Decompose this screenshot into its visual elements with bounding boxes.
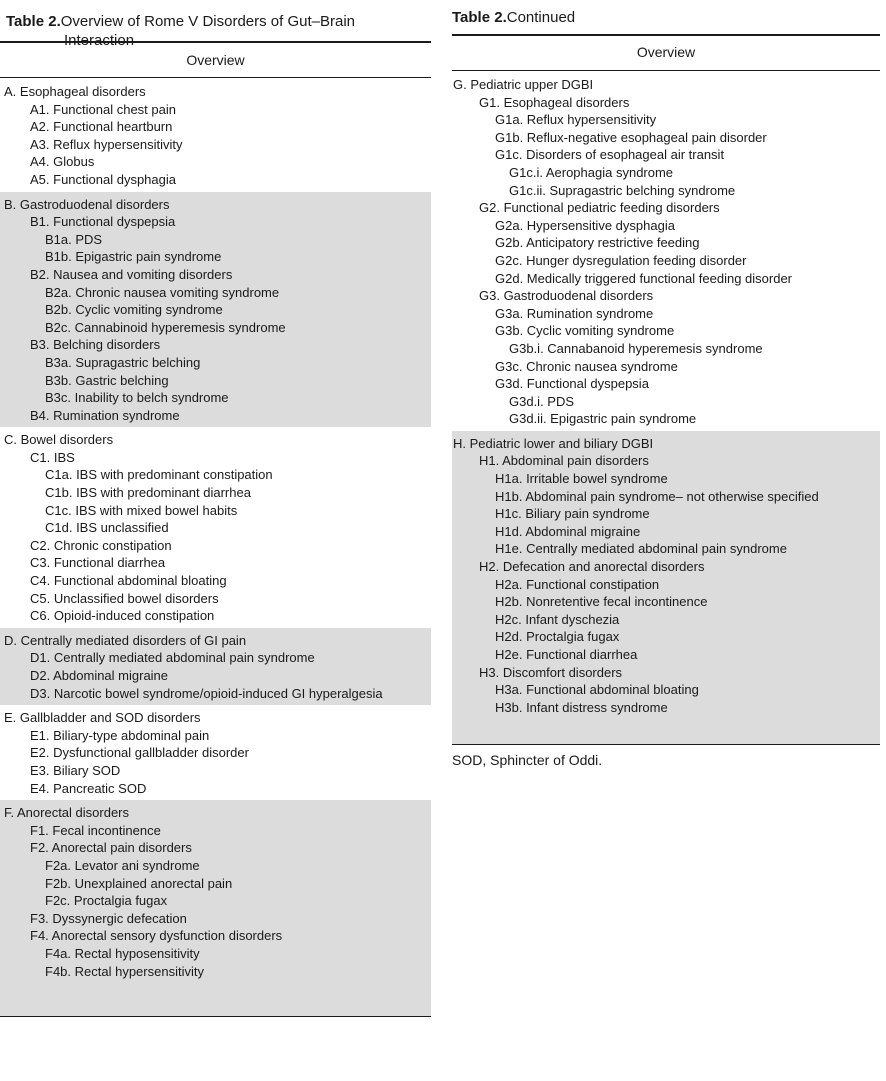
table-body [452,71,880,744]
disorder-item: H1e. Centrally mediated abdominal pain syndrome [495,541,787,557]
disorder-item: H3b. Infant distress syndrome [495,699,668,715]
disorder-item: F4b. Rectal hypersensitivity [45,963,204,979]
table-left-column [0,0,431,1017]
disorder-section [0,78,431,192]
disorder-section [0,427,431,628]
bottom-rule [0,1016,431,1017]
disorder-item: B2b. Cyclic vomiting syndrome [45,302,223,318]
column-header: Overview [186,52,245,68]
disorder-item: C1c. IBS with mixed bowel habits [45,502,238,518]
disorder-item: C4. Functional abdominal bloating [30,573,227,589]
disorder-item: B4. Rumination syndrome [30,407,180,423]
disorder-item: G3a. Rumination syndrome [495,305,654,321]
disorder-item: C3. Functional diarrhea [30,555,166,571]
disorder-item: G1c.ii. Supragastric belching syndrome [509,182,736,198]
disorder-item: F2. Anorectal pain disorders [30,840,192,856]
disorder-section [0,192,431,428]
disorder-item: B3. Belching disorders [30,337,161,353]
table-title-text: Continued [506,9,576,26]
disorder-item: A3. Reflux hypersensitivity [30,136,183,152]
disorder-item: F2c. Proctalgia fugax [45,893,168,909]
disorder-item: B2a. Chronic nausea vomiting syndrome [45,284,280,300]
category-heading: E. Gallbladder and SOD disorders [4,710,201,726]
disorder-item: H1b. Abdominal pain syndrome– not otherwise specified [495,488,819,504]
disorder-item: F4. Anorectal sensory dysfunction disorders [30,928,283,944]
disorder-item: H1a. Irritable bowel syndrome [495,471,668,487]
disorder-item: C6. Opioid-induced constipation [30,608,215,624]
disorder-section [452,71,880,431]
category-heading: A. Esophageal disorders [4,84,146,99]
disorder-item: H3a. Functional abdominal bloating [495,682,699,698]
category-heading: B. Gastroduodenal disorders [4,196,170,212]
table-title-continued [452,0,880,34]
disorder-item: H2e. Functional diarrhea [495,647,638,662]
category-heading: G. Pediatric upper DGBI [453,77,594,92]
disorder-item: A4. Globus [30,154,95,170]
disorder-item: D3. Narcotic bowel syndrome/opioid-induced GI hyperalgesia [30,685,383,701]
disorder-item: G1c. Disorders of esophageal air transit [495,147,725,163]
disorder-item: C2. Chronic constipation [30,537,172,553]
disorder-item: A2. Functional heartburn [30,119,173,135]
disorder-item: G3. Gastroduodenal disorders [479,288,654,304]
disorder-item: E4. Pancreatic SOD [30,780,147,796]
disorder-item: G3d.i. PDS [509,393,575,409]
disorder-item: B1b. Epigastric pain syndrome [45,249,222,265]
disorder-section [452,431,880,745]
category-heading: D. Centrally mediated disorders of GI pain [4,632,247,648]
disorder-item: G3b.i. Cannabanoid hyperemesis syndrome [509,340,763,356]
disorder-item: F2a. Levator ani syndrome [45,857,200,873]
disorder-item: H1d. Abdominal migraine [495,523,641,539]
disorder-item: B1a. PDS [45,231,103,247]
disorder-item: H3. Discomfort disorders [479,664,623,680]
disorder-item: E2. Dysfunctional gallbladder disorder [30,745,249,761]
disorder-item: C1b. IBS with predominant diarrhea [45,485,251,501]
disorder-item: G2a. Hypersensitive dysphagia [495,217,675,233]
disorder-item: C1a. IBS with predominant constipation [45,467,273,483]
disorder-item: G3d. Functional dyspepsia [495,376,649,392]
disorder-item: A5. Functional dysphagia [30,171,176,187]
disorder-item: B2c. Cannabinoid hyperemesis syndrome [45,319,286,335]
disorder-item: F2b. Unexplained anorectal pain [45,875,233,891]
disorder-item: G1b. Reflux-negative esophageal pain disorder [495,129,767,145]
disorder-item: D1. Centrally mediated abdominal pain syndrome [30,650,315,666]
category-heading: H. Pediatric lower and biliary DGBI [453,435,654,451]
disorder-item: H2d. Proctalgia fugax [495,629,620,645]
disorder-item: G2b. Anticipatory restrictive feeding [495,235,700,251]
disorder-item: B3a. Supragastric belching [45,354,201,370]
disorder-item: H1c. Biliary pain syndrome [495,506,650,522]
disorder-item: G1a. Reflux hypersensitivity [495,112,657,128]
table-body [0,78,431,1016]
disorder-item: C5. Unclassified bowel disorders [30,590,219,606]
disorder-item: F4a. Rectal hyposensitivity [45,945,200,961]
disorder-section [0,628,431,705]
disorder-item: H1. Abdominal pain disorders [479,453,649,469]
disorder-item: C1d. IBS unclassified [45,520,169,536]
category-heading: F. Anorectal disorders [4,805,130,821]
disorder-item: F3. Dyssynergic defecation [30,910,187,926]
disorder-item: G3b. Cyclic vomiting syndrome [495,323,675,339]
table-title-text: Overview of Rome V Disorders of Gut–Brain [60,13,356,30]
disorder-item: G3c. Chronic nausea syndrome [495,358,678,374]
disorder-item: G2. Functional pediatric feeding disorders [479,200,720,216]
disorder-item: A1. Functional chest pain [30,101,176,117]
disorder-section [0,705,431,800]
disorder-item: B2. Nausea and vomiting disorders [30,266,233,282]
disorder-item: H2c. Infant dyschezia [495,611,620,627]
disorder-item: B3b. Gastric belching [45,372,169,388]
disorder-item: G1c.i. Aerophagia syndrome [509,164,674,180]
disorder-item: E1. Biliary-type abdominal pain [30,727,210,743]
table-label: Table 2. [6,13,61,30]
disorder-item: F1. Fecal incontinence [30,822,161,838]
disorder-item: D2. Abdominal migraine [30,668,169,683]
table-label: Table 2. [452,9,507,26]
table-title-continuation: Interaction [64,32,135,49]
disorder-item: G2d. Medically triggered functional feeding disorder [495,270,793,286]
disorder-item: H2. Defecation and anorectal disorders [479,559,705,575]
disorder-item: B3c. Inability to belch syndrome [45,390,229,406]
disorder-item: B1. Functional dyspepsia [30,214,176,230]
disorder-item: C1. IBS [30,449,75,465]
disorder-item: H2b. Nonretentive fecal incontinence [495,594,708,610]
disorder-item: E3. Biliary SOD [30,762,121,778]
disorder-item: G3d.ii. Epigastric pain syndrome [509,411,697,427]
disorder-item: H2a. Functional constipation [495,576,660,592]
disorder-section [0,800,431,1016]
table-title [0,0,431,49]
disorder-item: G2c. Hunger dysregulation feeding disorder [495,252,747,268]
column-header: Overview [636,44,696,60]
category-heading: C. Bowel disorders [4,432,114,448]
table-right-column [452,0,880,769]
disorder-item: G1. Esophageal disorders [479,94,630,110]
table-footnote: SOD, Sphincter of Oddi. [452,752,603,769]
